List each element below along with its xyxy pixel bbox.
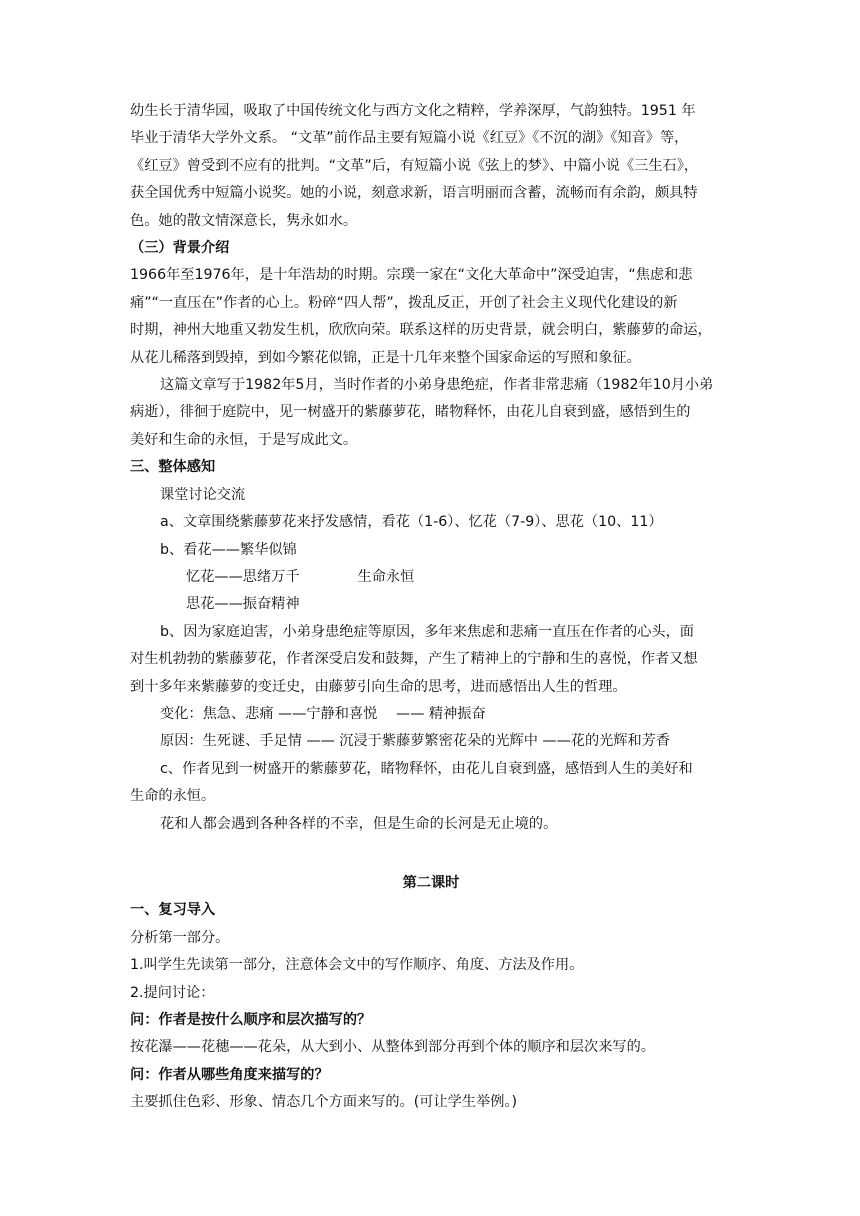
text-line: 1966年至1976年，是十年浩劫的时期。宗璞一家在“文化大革命中”深受迫害，“焦虑和悲 [130,267,693,284]
text-line: b、因为家庭迫害，小弟身患绝症等原因，多年来焦虑和悲痛一直压在作者的心头，面 [160,623,694,640]
text-line: 生命的永恒。 [130,788,216,805]
text-line: 毕业于清华大学外文系。 “文革”前作品主要有短篇小说《红豆》《不沉的湖》《知音》等， [130,130,689,147]
text-line: 病逝），徘徊于庭院中，见一树盛开的紫藤萝花，睹物释怀，由花儿自衰到盛，感悟到生的 [130,404,691,421]
step-1: 1.叫学生先读第一部分，注意体会文中的写作顺序、角度、方法及作用。 [130,957,584,974]
question-2: 问：作者从哪些角度来描写的？ [130,1066,329,1083]
text-line: 《红豆》曾受到不应有的批判。“文革”后，有短篇小说《弦上的梦》、中篇小说《三生石》， [130,157,699,174]
analyze-line: 分析第一部分。 [130,929,230,946]
text-line: 从花儿稀落到毁掉，到如今繁花似锦，正是十几年来整个国家命运的写照和象征。 [130,349,641,366]
overall-heading: 三、整体感知 [130,459,216,476]
item-si-hua: 思花——振奋精神 [186,596,300,613]
text-line: c、作者见到一树盛开的紫藤萝花，睹物释怀，由花儿自衰到盛，感悟到人生的美好和 [160,760,693,777]
background-paragraph-2 [130,372,732,454]
background-heading: （三）背景介绍 [130,240,230,257]
yi-hua-text: 忆花——思绪万千 [186,568,300,585]
item-c-paragraph [130,756,732,811]
review-heading: 一、复习导入 [130,902,216,919]
step-2: 2.提问讨论： [130,984,215,1001]
question-1: 问：作者是按什么顺序和层次描写的？ [130,1012,372,1028]
item-a: a、文章围绕紫藤萝花来抒发感情，看花（1-6）、忆花（7-9）、思花（10、11） [160,514,663,531]
item-b: b、看花——繁华似锦 [160,541,297,558]
answer-2: 主要抓住色彩、形象、情态几个方面来写的。(可让学生举例。) [130,1094,518,1111]
background-paragraph-1 [130,262,732,372]
item-b2-paragraph [130,619,732,701]
author-intro-paragraph [130,98,732,235]
text-line: 到十多年来紫藤萝的变迁史，由藤萝引向生命的思考，进而感悟出人生的哲理。 [130,678,627,695]
change-line: 变化：焦急、悲痛 ——宁静和喜悦 —— 精神振奋 [160,705,486,722]
text-line: 痛”“一直压在”作者的心上。粉碎“四人帮”，拨乱反正，开创了社会主义现代化建设的新 [130,294,678,311]
text-line: 色。她的散文情深意长，隽永如水。 [130,212,358,229]
conclusion-line: 花和人都会遇到各种各样的不幸，但是生命的长河是无止境的。 [160,815,558,832]
text-line: 时期，神州大地重又勃发生机，欣欣向荣。联系这样的历史背景，就会明白，紫藤萝的命运， [130,322,712,339]
reason-line: 原因：生死谜、手足情 —— 沉浸于紫藤萝繁密花朵的光辉中 ——花的光辉和芳香 [160,733,671,750]
text-line: 获全国优秀中短篇小说奖。她的小说，刻意求新，语言明丽而含蓄，流畅而有余韵，颇具特 [130,185,698,202]
text-line: 这篇文章写于1982年5月，当时作者的小弟身患绝症，作者非常悲痛（1982年10月小弟 [160,377,714,394]
item-yi-hua [130,564,732,591]
document-page [130,98,732,1117]
answer-1: 按花瀑——花穗——花朵，从大到小、从整体到部分再到个体的顺序和层次来写的。 [130,1039,655,1056]
discussion-label: 课堂讨论交流 [160,486,246,503]
text-line: 美好和生命的永恒，于是写成此文。 [130,431,358,448]
text-line: 对生机勃勃的紫藤萝花，作者深受启发和鼓舞，产生了精神上的宁静和生的喜悦，作者又想 [130,651,698,668]
shengming-text: 生命永恒 [357,568,415,585]
lesson2-title: 第二课时 [402,874,460,891]
section-gap [130,838,732,870]
text-line: 幼生长于清华园，吸取了中国传统文化与西方文化之精粹，学养深厚，气韵独特。1951 年 [130,103,696,119]
